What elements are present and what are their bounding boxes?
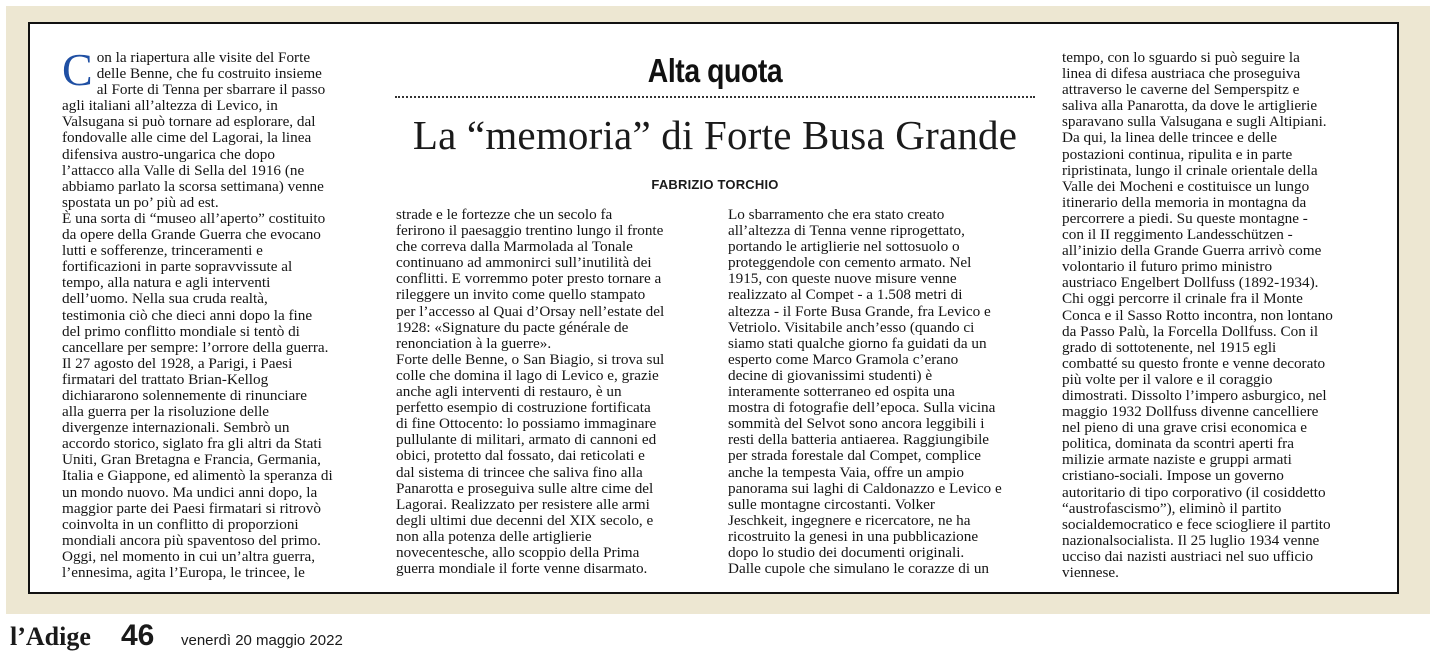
article-headline: La “memoria” di Forte Busa Grande bbox=[412, 112, 1018, 158]
article-column-4: tempo, con lo sguardo si può seguire la linea di difesa austriaca che proseguiva attraverso le caverne del Semperspitz e saliva alla Panarotta, da dove le artiglierie sparavano sulla Valsugana e sugli Altipiani. Da qui, la linea delle trincee e delle postazioni continua, ripulita e in parte ripristinata, lungo il crinale orientale della Valle dei Mocheni e costituisce un lungo itinerario della memoria in montagna da percorrere a piedi. Su queste montagne - con il II reggimento Landesschützen - all’inizio della Grande Guerra arrivò come volontario il futuro primo ministro austriaco Engelbert Dollfuss (1892-1934). Chi oggi percorre il crinale fra il Monte Conca e il Sasso Rotto incontra, non lontano da Passo Palù, la Forcella Dollfuss. Con il grado di sottotenente, nel 1915 egli combatté su questo fronte e venne decorato più volte per il valore e il coraggio dimostrati. Dissolto l’impero asburgico, nel maggio 1932 Dollfuss divenne cancelliere nel pieno di una grave crisi economica e politica, dominata da scontri aperti fra milizie armate naziste e gruppi armati cristiano-sociali. Impose un governo autoritario di tipo corporativo (il cosiddetto “austrofascismo”), eliminò il partito socialdemocratico e fece sciogliere il partito nazionalsocialista. Il 25 luglio 1934 venne ucciso dai nazisti austriaci nel suo ufficio viennese. bbox=[1062, 50, 1333, 580]
article-kicker: Alta quota bbox=[647, 52, 783, 89]
article-column-1 bbox=[62, 50, 382, 580]
article-byline: FABRIZIO TORCHIO bbox=[651, 177, 779, 192]
column-1-text: on la riapertura alle visite del Forte delle Benne, che fu costruito insieme al Forte di Tenna per sbarrare il passo agli italiani all’altezza di Levico, in Valsugana si può tornare ad esplorare, dal fondovalle alle cime del Lagorai, la linea difensiva austro-ungarica che dopo l’attacco alla Valle di Sella del 1916 (ne abbiamo parlato la scorsa settimana) venne spostata un po’ più ad est. È una sorta di “museo all’aperto” costituito da opere della Grande Guerra che evocano lutti e sofferenze, trinceramenti e fortificazioni in parte sopravvissute al tempo, alla natura e agli interventi dell’uomo. Nella sua cruda realtà, testimonia ciò che dieci anni dopo la fine del primo conflitto mondiale si tentò di cancellare per sempre: l’orrore della guerra. Il 27 agosto del 1928, a Parigi, i Paesi firmatari del trattato Brian-Kellog dichiararono solennemente di rinunciare alla guerra per la risoluzione delle divergenze internazionali. Sembrò un accordo storico, siglato fra gli altri da Stati Uniti, Gran Bretagna e Francia, Germania, Italia e Giappone, ed alimentò la speranza di un mondo nuovo. Ma undici anni dopo, la maggior parte dei Paesi firmatari si ritrovò coinvolta in un conflitto di proporzioni mondiali ancora più spaventoso del primo. Oggi, nel momento in cui un’altra guerra, l’ennesima, agita l’Europa, le trincee, le bbox=[62, 50, 333, 580]
newspaper-logo: l’Adige bbox=[10, 622, 91, 651]
article-column-3: Lo sbarramento che era stato creato all’altezza di Tenna venne riprogettato, portando le artiglierie nel sottosuolo o proteggendole con cemento armato. Nel 1915, con queste nuove misure venne realizzato al Compet - a 1.508 metri di altezza - il Forte Busa Grande, fra Levico e Vetriolo. Visitabile anch’esso (quando ci siamo stati qualche giorno fa guidati da un esperto come Marco Gramola c’erano decine di giovanissimi studenti) è interamente sotterraneo ed ospita una mostra di fotografie dell’epoca. Sulla vicina sommità del Selvot sono ancora leggibili i resti della batteria antiaerea. Raggiungibile per strada forestale dal Compet, complice anche la tempesta Vaia, offre un ampio panorama sui laghi di Caldonazzo e Levico e sulle montagne circostanti. Volker Jeschkeit, ingegnere e ricercatore, ne ha ricostruito la genesi in una pubblicazione dopo lo studio dei documenti originali. Dalle cupole che simulano le corazze di un bbox=[728, 207, 1002, 577]
dotted-divider bbox=[395, 96, 1035, 98]
page-number: 46 bbox=[121, 619, 155, 652]
publication-date: venerdì 20 maggio 2022 bbox=[181, 632, 343, 649]
drop-cap: C bbox=[62, 50, 93, 95]
article-column-2: strade e le fortezze che un secolo fa ferirono il paesaggio trentino lungo il fronte che correva dalla Marmolada al Tonale continuano ad ammonirci sull’inutilità dei conflitti. E vorremmo poter presto tornare a rileggere un invito come quello stampato per l’accesso al Quai d’Orsay nell’estate del 1928: «Signature du pacte générale de renonciation à la guerre». Forte delle Benne, o San Biagio, si trova sul colle che domina il lago di Levico e, grazie anche agli interventi di restauro, è un perfetto esempio di costruzione fortificata di fine Ottocento: lo possiamo immaginare pullulante di militari, armato di cannoni ed obici, protetto dal fossato, dai reticolati e dal sistema di trincee che saliva fino alla Panarotta e proseguiva sulle altre cime del Lagorai. Realizzato per resistere alle armi degli ultimi due decenni del XIX secolo, e non alla potenza delle artiglierie novecentesche, allo scoppio della Prima guerra mondiale il forte venne disarmato. bbox=[396, 207, 665, 577]
